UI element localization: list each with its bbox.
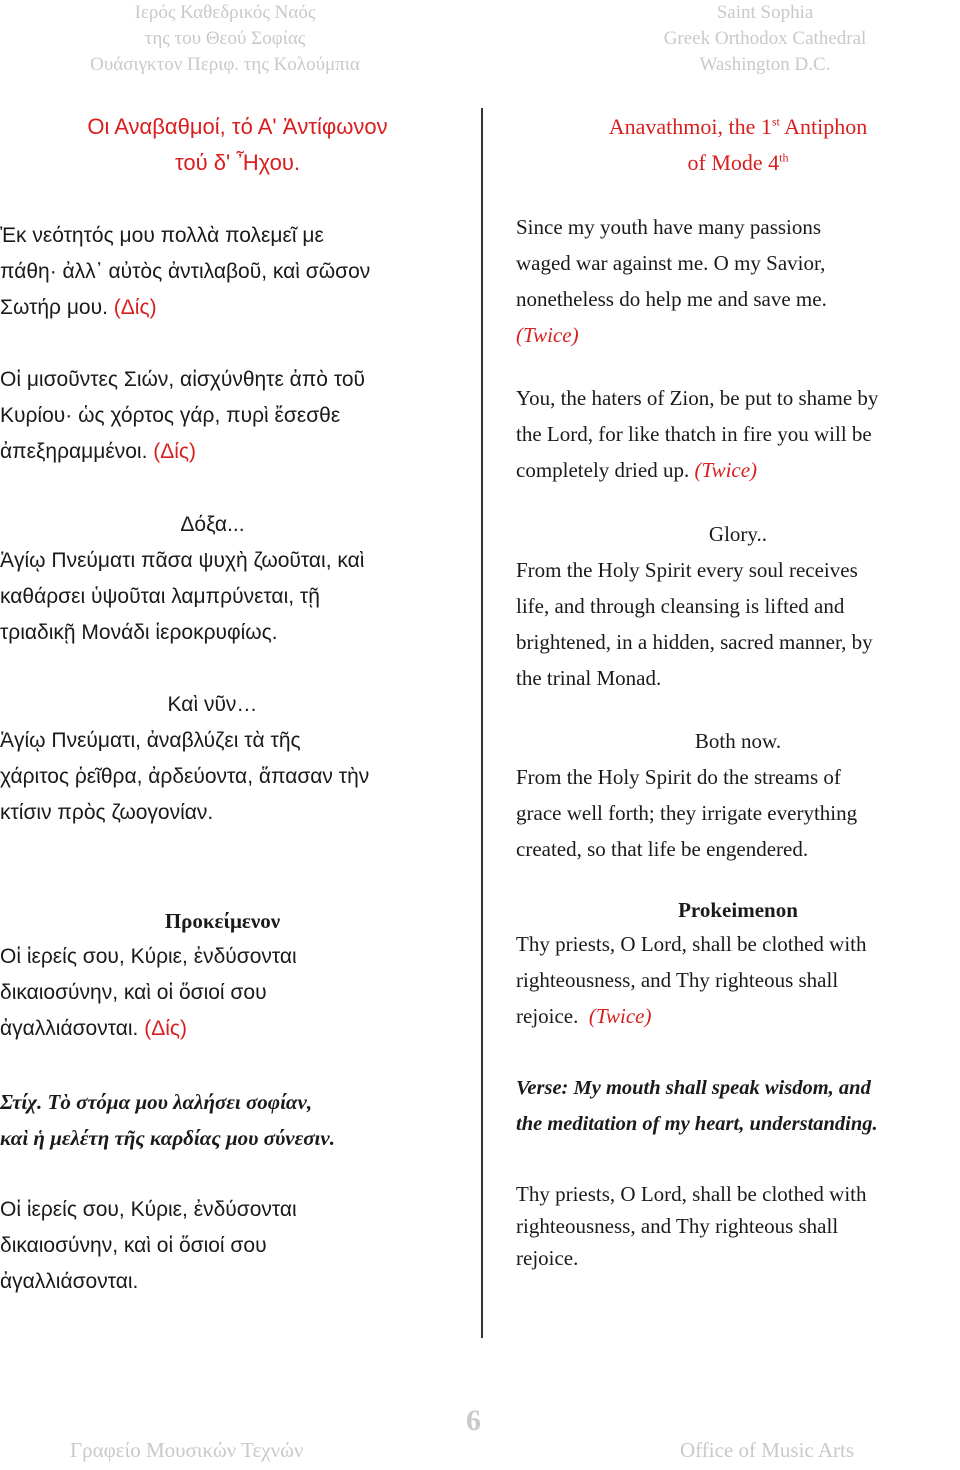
text-line: created, so that life be engendered. <box>516 837 809 861</box>
text-line: τριαδικῇ Μονάδι ἱεροκρυφίως. <box>0 621 278 644</box>
greek-glory: Δόξα... <box>180 513 245 536</box>
twice-marker: (Twice) <box>694 458 758 482</box>
text-line: waged war against me. O my Savior, <box>516 251 826 275</box>
twice-marker: (Δίς) <box>153 440 197 463</box>
text-line: life, and through cleansing is lifted and <box>516 594 845 618</box>
footer-greek: Γραφείο Μουσικών Τεχνών <box>70 1438 304 1462</box>
greek-verse-6 <box>0 1192 475 1300</box>
english-title-part-3: of Mode 4 <box>687 150 780 175</box>
english-verse-4 <box>516 759 960 867</box>
greek-title-line-2: τού δ' Ἦχου. <box>175 150 300 175</box>
greek-verse-3 <box>0 543 475 651</box>
text-line: ἀγαλλιάσονται. <box>0 1270 139 1293</box>
greek-title-line-1: Οι Αναβαθμοί, τό Α' Ἀντίφωνον <box>87 114 388 139</box>
text-line: From the Holy Spirit every soul receives <box>516 558 858 582</box>
page-number: 6 <box>466 1404 481 1437</box>
text-line: righteousness, and Thy righteous shall <box>516 968 839 992</box>
greek-verse-4 <box>0 723 475 831</box>
text-line: Since my youth have many passions <box>516 215 822 239</box>
header-greek-line-3: Ουάσιγκτον Περιφ. της Κολούμπια <box>90 54 360 75</box>
header-greek <box>40 0 410 80</box>
greek-both-now: Καὶ νῦν… <box>167 693 258 716</box>
text-line: grace well forth; they irrigate everything <box>516 801 858 825</box>
text-line: rejoice. <box>516 1246 579 1270</box>
greek-title <box>0 109 475 181</box>
text-line: Ἁγίῳ Πνεύματι, ἀναβλύζει τὰ τῆς <box>0 729 301 752</box>
header-english-line-2: Greek Orthodox Cathedral <box>663 28 867 49</box>
text-line: Ἁγίῳ Πνεύματι πᾶσα ψυχὴ ζωοῦται, καὶ <box>0 549 365 572</box>
greek-verse-stichos <box>0 1084 475 1156</box>
english-title-sup-2: th <box>779 150 789 165</box>
english-title <box>496 109 960 181</box>
twice-marker: (Twice) <box>588 1004 652 1028</box>
english-verse-1 <box>516 209 960 353</box>
text-line: ἀπεξηραμμένοι. <box>0 440 148 463</box>
text-line: the meditation of my heart, understanding. <box>516 1113 878 1135</box>
greek-prokeimenon-heading: Προκείμενον <box>164 909 281 933</box>
text-line: Thy priests, O Lord, shall be clothed with <box>516 932 867 956</box>
greek-verse-1 <box>0 218 475 326</box>
column-divider <box>481 108 483 1338</box>
twice-marker: (Twice) <box>516 323 579 347</box>
text-line: Οἱ μισοῦντες Σιών, αἰσχύνθητε ἀπὸ τοῦ <box>0 368 365 391</box>
english-verse-6 <box>516 1178 960 1274</box>
text-line: the trinal Monad. <box>516 666 662 690</box>
greek-verse-2 <box>0 362 475 470</box>
text-line: δικαιοσύνην, καὶ οἱ ὅσιοί σου <box>0 981 267 1004</box>
text-line: χάριτος ῥεῖθρα, ἀρδεύοντα, ἅπασαν τὴν <box>0 765 370 788</box>
greek-verse-5 <box>0 939 475 1047</box>
english-verse-3 <box>516 552 960 696</box>
header-greek-line-1: Ιερός Καθεδρικός Ναός <box>134 2 316 23</box>
header-english-line-3: Washington D.C. <box>699 54 831 75</box>
text-line: righteousness, and Thy righteous shall <box>516 1214 839 1238</box>
english-verse-2 <box>516 380 960 488</box>
text-line: Οἱ ἱερείς σου, Κύριε, ἐνδύσονται <box>0 945 297 968</box>
text-line: Ἐκ νεότητός μου πολλὰ πολεμεῖ με <box>0 224 324 247</box>
text-line: Verse: My mouth shall speak wisdom, and <box>516 1077 871 1099</box>
english-title-part-2: Antiphon <box>779 114 868 139</box>
english-title-sup-1: st <box>771 114 780 129</box>
text-line: completely dried up. <box>516 458 690 482</box>
text-line: πάθη· ἀλλ᾽ αὐτὸς ἀντιλαβοῦ, καὶ σῶσον <box>0 260 371 283</box>
english-prokeimenon-heading: Prokeimenon <box>678 898 798 922</box>
header-greek-line-2: της του Θεού Σοφίας <box>144 28 306 49</box>
english-both-now: Both now. <box>694 729 782 753</box>
footer-english: Office of Music Arts <box>680 1438 854 1462</box>
english-verse-5 <box>516 926 960 1034</box>
text-line: Σωτήρ μου. <box>0 296 108 319</box>
text-line: Στίχ. Τὸ στόμα μου λαλήσει σοφίαν, <box>0 1090 313 1114</box>
text-line: rejoice. <box>516 1004 579 1028</box>
text-line: Κυρίου· ὡς χόρτος γάρ, πυρὶ ἔσεσθε <box>0 404 341 427</box>
text-line: Οἱ ἱερείς σου, Κύριε, ἐνδύσονται <box>0 1198 297 1221</box>
english-verse-stichos <box>516 1070 960 1142</box>
text-line: κτίσιν πρὸς ζωογονίαν. <box>0 801 214 824</box>
header-english-line-1: Saint Sophia <box>716 2 814 23</box>
text-line: Thy priests, O Lord, shall be clothed with <box>516 1182 867 1206</box>
text-line: δικαιοσύνην, καὶ οἱ ὅσιοί σου <box>0 1234 267 1257</box>
english-title-part-1: Anavathmoi, the 1 <box>608 114 772 139</box>
text-line: From the Holy Spirit do the streams of <box>516 765 841 789</box>
text-line: καθάρσει ὑψοῦται λαμπρύνεται, τῇ <box>0 585 320 608</box>
text-line: καὶ ἡ μελέτη τῆς καρδίας μου σύνεσιν. <box>0 1126 335 1150</box>
english-glory: Glory.. <box>708 522 768 546</box>
twice-marker: (Δίς) <box>144 1017 188 1040</box>
text-line: nonetheless do help me and save me. <box>516 287 827 311</box>
text-line: the Lord, for like thatch in fire you will be <box>516 422 872 446</box>
text-line: You, the haters of Zion, be put to shame by <box>516 386 879 410</box>
twice-marker: (Δίς) <box>113 296 157 319</box>
text-line: brightened, in a hidden, sacred manner, by <box>516 630 873 654</box>
header-english <box>580 0 950 80</box>
text-line: ἀγαλλιάσονται. <box>0 1017 139 1040</box>
